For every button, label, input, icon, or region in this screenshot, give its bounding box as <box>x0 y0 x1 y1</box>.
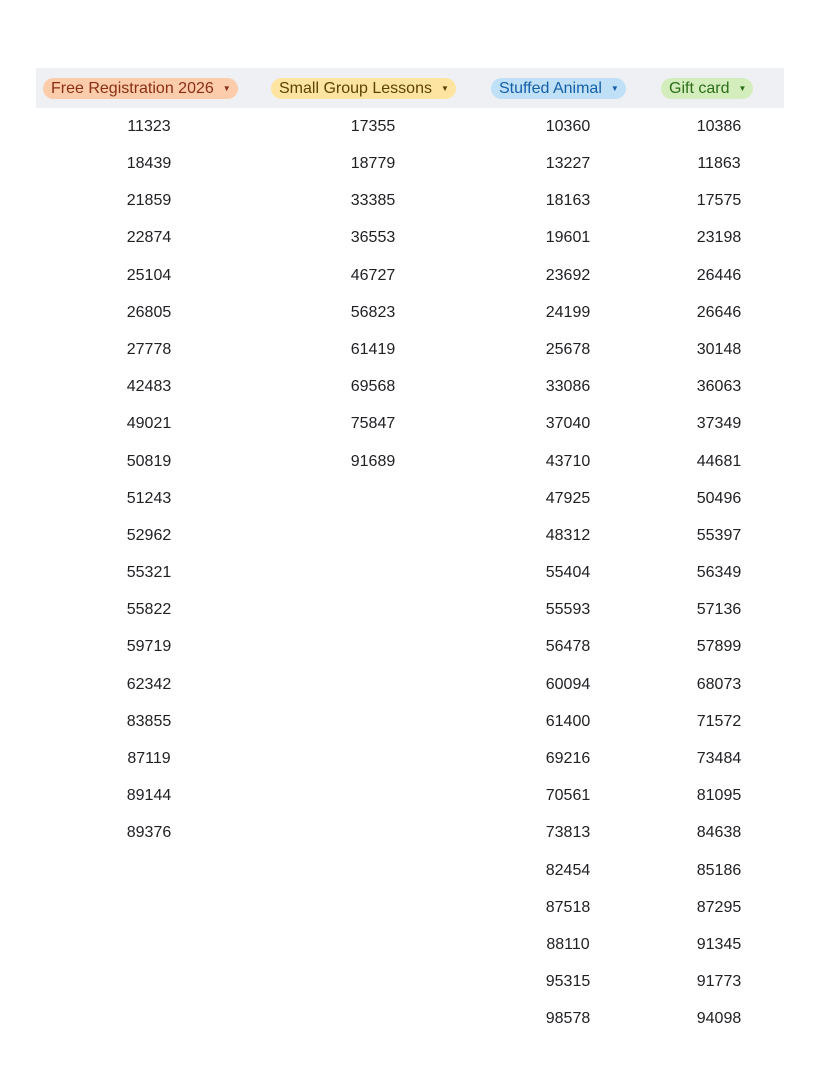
table-cell[interactable]: 55822 <box>126 601 172 619</box>
table-cell[interactable]: 60094 <box>545 675 591 693</box>
table-cell[interactable]: 24199 <box>545 303 591 321</box>
table-cell[interactable]: 87119 <box>127 750 171 767</box>
table-cell[interactable]: 22874 <box>126 229 172 247</box>
table-cell[interactable]: 91689 <box>350 452 396 470</box>
table-cell[interactable]: 82454 <box>545 861 591 879</box>
table-cell[interactable]: 91773 <box>696 973 742 991</box>
table-cell[interactable]: 83855 <box>126 712 172 730</box>
table-cell[interactable]: 61419 <box>350 340 396 358</box>
table-cell[interactable]: 84638 <box>696 824 742 842</box>
table-cell[interactable]: 18163 <box>545 192 591 210</box>
table-cell[interactable]: 25104 <box>126 266 172 284</box>
table-cell[interactable]: 44681 <box>696 452 742 470</box>
chip-label: Free Registration 2026 <box>51 79 214 97</box>
table-cell[interactable]: 37040 <box>545 415 591 433</box>
table-cell[interactable]: 87295 <box>696 898 742 916</box>
table-cell[interactable]: 75847 <box>350 415 396 433</box>
table-cell[interactable]: 55321 <box>126 564 172 582</box>
table-cell[interactable]: 36553 <box>350 229 396 247</box>
table-cell[interactable]: 55404 <box>545 564 591 582</box>
table-cell[interactable]: 91345 <box>696 935 742 953</box>
column-small-group-lessons <box>293 108 453 480</box>
table-cell[interactable]: 33385 <box>350 192 396 210</box>
table-cell[interactable]: 26805 <box>126 303 172 321</box>
table-cell[interactable]: 73813 <box>545 824 591 842</box>
table-cell[interactable]: 36063 <box>696 378 742 396</box>
table-cell[interactable]: 70561 <box>545 787 591 805</box>
table-cell[interactable]: 25678 <box>545 340 591 358</box>
table-cell[interactable]: 18779 <box>350 155 396 172</box>
dropdown-arrow-icon: ▼ <box>440 83 449 93</box>
table-cell[interactable]: 55593 <box>545 601 591 619</box>
table-cell[interactable]: 59719 <box>126 638 172 656</box>
chip-label: Small Group Lessons <box>279 79 432 97</box>
table-cell[interactable]: 89376 <box>126 824 172 842</box>
table-cell[interactable]: 98578 <box>545 1010 591 1028</box>
table-cell[interactable]: 26446 <box>696 266 742 284</box>
table-cell[interactable]: 69568 <box>350 378 396 396</box>
dropdown-arrow-icon: ▼ <box>222 83 231 93</box>
table-cell[interactable]: 61400 <box>545 712 591 730</box>
filter-chip-small-group-lessons[interactable] <box>271 78 456 99</box>
table-cell[interactable]: 43710 <box>545 452 591 470</box>
table-cell[interactable]: 85186 <box>696 861 742 879</box>
table-cell[interactable]: 73484 <box>696 750 742 767</box>
table-cell[interactable]: 21859 <box>126 192 172 210</box>
filter-chip-free-registration[interactable] <box>43 78 238 99</box>
table-cell[interactable]: 10386 <box>696 118 742 135</box>
table-cell[interactable]: 87518 <box>545 898 591 916</box>
table-cell[interactable]: 11863 <box>697 155 741 172</box>
column-free-registration <box>69 108 229 852</box>
table-cell[interactable]: 68073 <box>696 675 742 693</box>
table-cell[interactable]: 55397 <box>696 526 742 544</box>
spreadsheet <box>36 68 784 1028</box>
table-cell[interactable]: 52962 <box>126 526 172 544</box>
table-cell[interactable]: 95315 <box>545 973 591 991</box>
table-cell[interactable]: 23692 <box>545 266 591 284</box>
table-cell[interactable]: 17355 <box>350 118 396 135</box>
table-cell[interactable]: 62342 <box>126 675 172 693</box>
table-cell[interactable]: 10360 <box>545 118 591 135</box>
filter-chip-gift-card[interactable] <box>661 78 753 99</box>
table-cell[interactable]: 47925 <box>545 489 591 507</box>
filter-chip-stuffed-animal[interactable] <box>491 78 626 99</box>
table-cell[interactable]: 19601 <box>545 229 591 247</box>
table-cell[interactable]: 23198 <box>696 229 742 247</box>
header-row <box>36 68 784 108</box>
table-cell[interactable]: 89144 <box>126 787 172 805</box>
table-cell[interactable]: 69216 <box>545 750 591 767</box>
table-cell[interactable]: 33086 <box>545 378 591 396</box>
table-cell[interactable]: 13227 <box>545 155 591 172</box>
table-cell[interactable]: 57899 <box>696 638 742 656</box>
table-cell[interactable]: 37349 <box>696 415 742 433</box>
table-cell[interactable]: 30148 <box>696 340 742 358</box>
table-cell[interactable]: 56823 <box>350 303 396 321</box>
table-cell[interactable]: 50496 <box>696 489 742 507</box>
table-cell[interactable]: 57136 <box>696 601 742 619</box>
dropdown-arrow-icon: ▼ <box>610 83 619 93</box>
table-cell[interactable]: 81095 <box>696 787 742 805</box>
table-cell[interactable]: 88110 <box>546 935 590 953</box>
table-cell[interactable]: 42483 <box>126 378 172 396</box>
table-cell[interactable]: 71572 <box>696 712 742 730</box>
table-cell[interactable]: 46727 <box>350 266 396 284</box>
table-cell[interactable]: 51243 <box>126 489 172 507</box>
dropdown-arrow-icon: ▼ <box>738 83 747 93</box>
table-cell[interactable]: 11323 <box>127 118 171 135</box>
table-cell[interactable]: 17575 <box>696 192 742 210</box>
column-gift-card <box>639 108 799 1038</box>
table-cell[interactable]: 18439 <box>126 155 172 172</box>
table-cell[interactable]: 94098 <box>696 1010 742 1028</box>
table-cell[interactable]: 56349 <box>696 564 742 582</box>
table-cell[interactable]: 49021 <box>126 415 172 433</box>
column-stuffed-animal <box>488 108 648 1038</box>
chip-label: Stuffed Animal <box>499 79 602 97</box>
table-cell[interactable]: 27778 <box>126 340 172 358</box>
chip-label: Gift card <box>669 79 730 97</box>
table-cell[interactable]: 26646 <box>696 303 742 321</box>
table-cell[interactable]: 50819 <box>126 452 172 470</box>
table-cell[interactable]: 48312 <box>545 526 591 544</box>
table-cell[interactable]: 56478 <box>545 638 591 656</box>
